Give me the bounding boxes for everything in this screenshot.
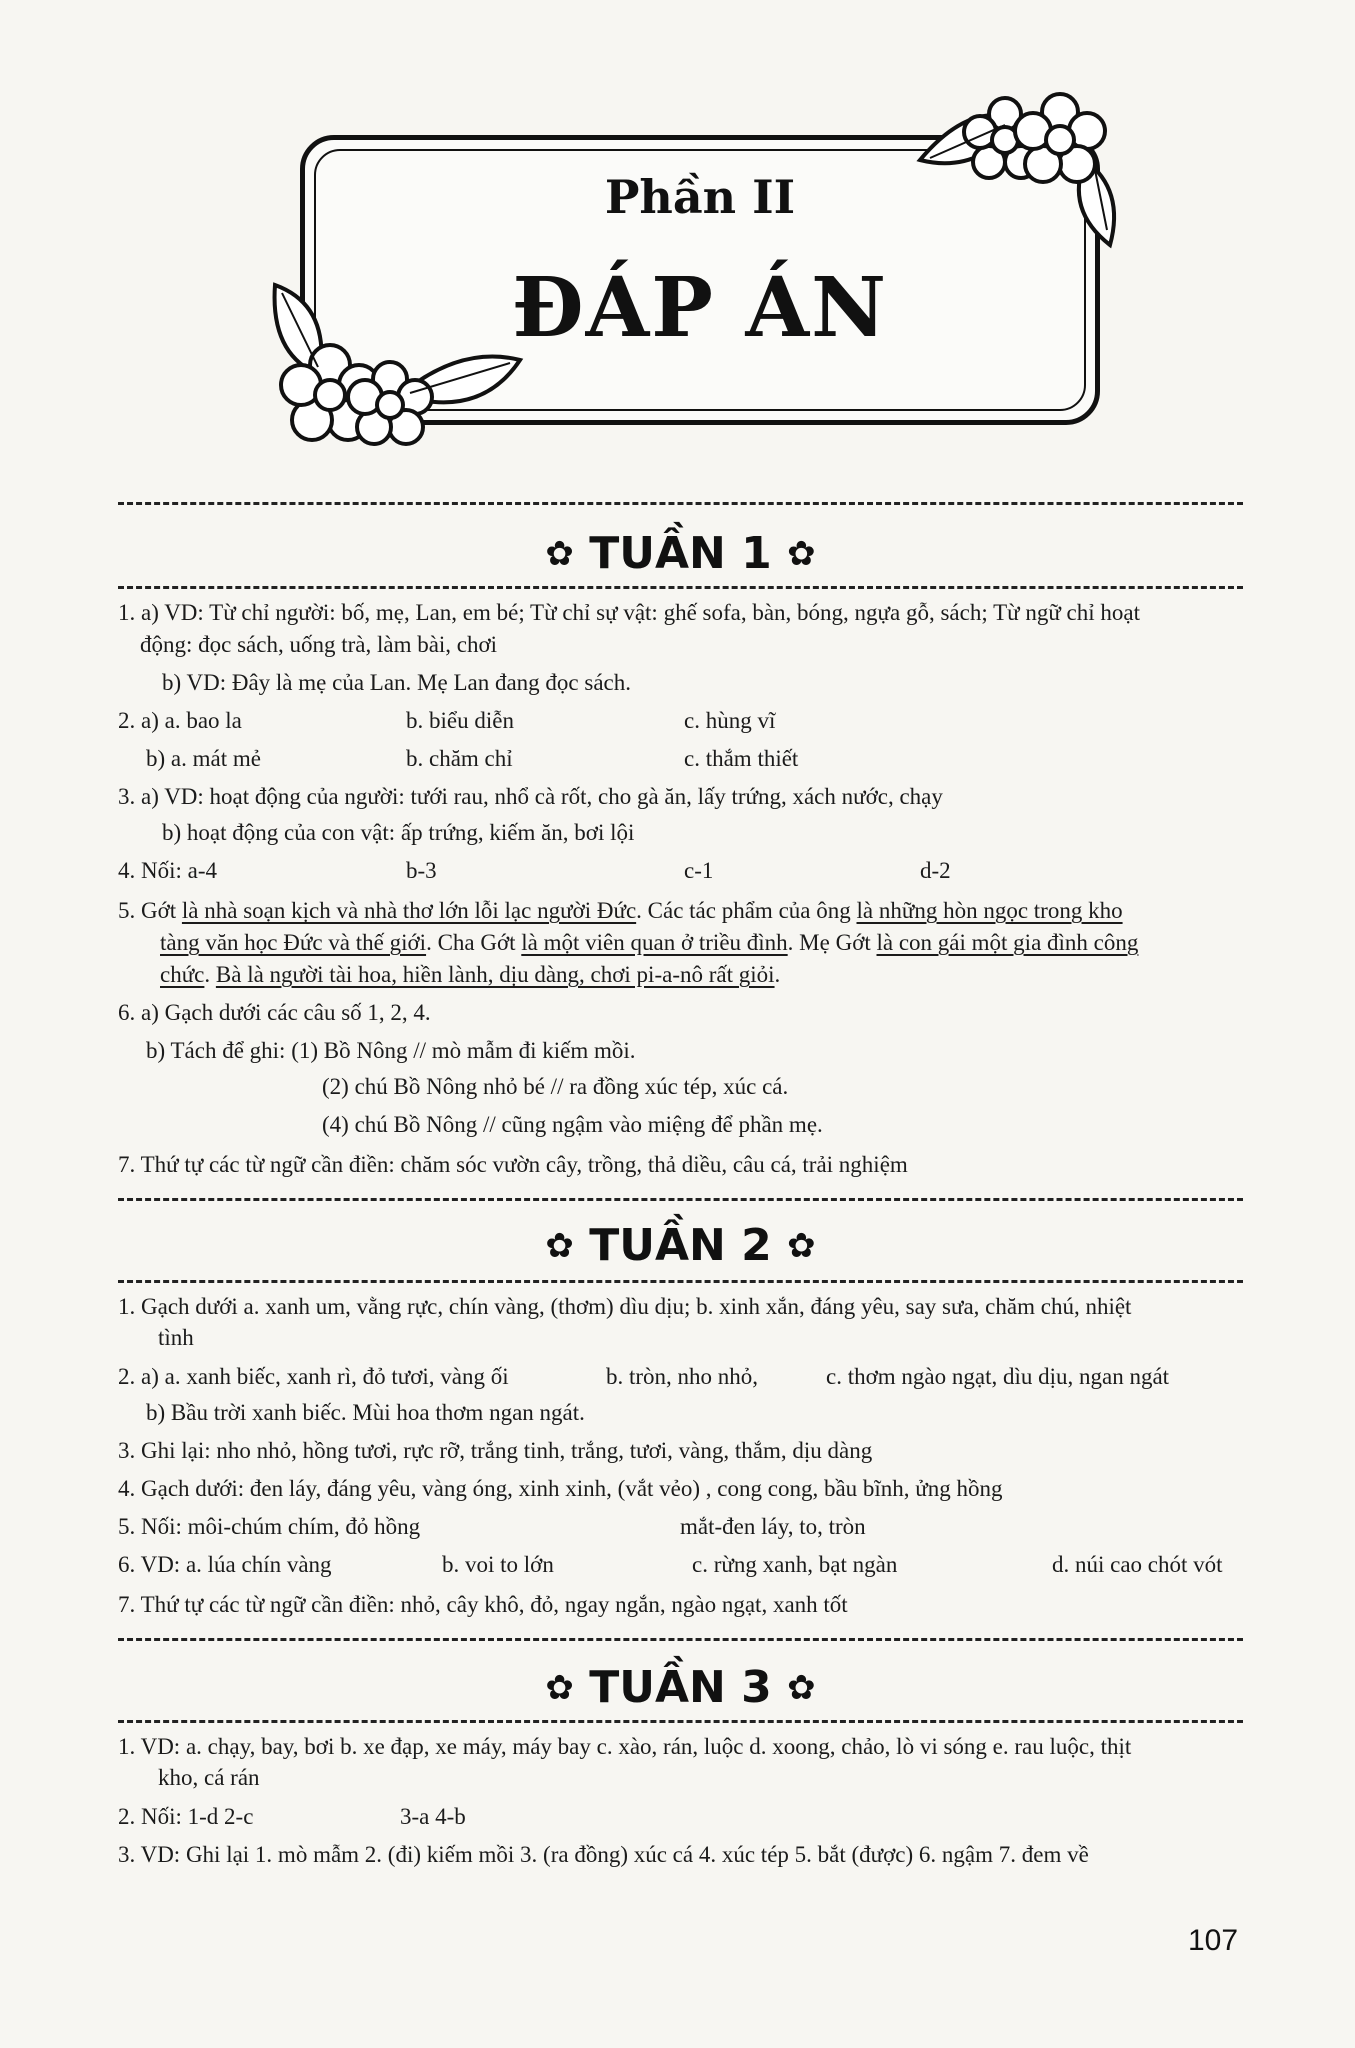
flower-bullet-icon: ✿ [545,1226,574,1266]
text-run: . [204,962,216,987]
answer-line: tình [158,1325,194,1350]
answer-line: (2) chú Bồ Nông nhỏ bé // ra đồng xúc tép, xúc cá. [322,1074,789,1099]
underlined-phrase: Bà là người tài hoa, hiền lành, dịu dàng, chơi pi-a-nô rất giỏi [215,962,775,987]
answer-line: c. hùng vĩ [684,708,776,733]
text-run: . Mẹ Gớt [787,930,877,955]
banner-title: ĐÁP ÁN [511,260,889,356]
answer-line-underlined [160,928,1138,958]
answer-line: 2. a) a. bao la [118,708,242,733]
answer-line: c-1 [684,858,714,883]
underlined-phrase: chức [160,962,205,987]
answer-line: 6. VD: a. lúa chín vàng [118,1552,332,1577]
banner-part-label: Phần II [604,170,796,224]
answer-line: b. voi to lớn [442,1552,554,1577]
answer-line: 2. Nối: 1-d 2-c [118,1804,254,1829]
answer-line: b) VD: Đây là mẹ của Lan. Mẹ Lan đang đọc sách. [162,670,631,695]
dashed-divider [118,1198,1243,1201]
underlined-phrase: là một viên quan ở triều đình [521,930,788,955]
text-run: . Cha Gớt [426,930,522,955]
answer-line: d. núi cao chót vót [1052,1552,1223,1577]
answer-line-underlined [160,960,780,990]
text-run: . Các tác phẩm của ông [636,898,857,923]
answer-line: b) hoạt động của con vật: ấp trứng, kiếm ăn, bơi lội [162,820,635,845]
answer-line: c. thơm ngào ngạt, dìu dịu, ngan ngát [826,1364,1170,1389]
dashed-divider [118,502,1243,505]
answer-line: 3. Ghi lại: nho nhỏ, hồng tươi, rực rỡ, trắng tinh, trắng, tươi, vàng, thắm, dịu dàng [118,1438,873,1463]
answer-line: b) Bầu trời xanh biếc. Mùi hoa thơm ngan ngát. [146,1400,585,1425]
answer-line-underlined [118,896,1123,926]
answer-line: 3-a 4-b [400,1804,466,1829]
text-run: . [774,962,781,987]
week-2-heading [118,1220,1243,1271]
page-number: 107 [1188,1924,1239,1957]
underlined-phrase: là nhà soạn kịch và nhà thơ lớn lỗi lạc người Đức [181,898,637,923]
week-3-title: TUẦN 3 [589,1662,772,1713]
flower-bullet-icon: ✿ [787,1226,816,1266]
flower-bullet-icon: ✿ [787,1668,816,1708]
answer-line: 4. Nối: a-4 [118,858,218,883]
flower-bullet-icon: ✿ [545,534,574,574]
flower-cluster-top-right-icon [910,80,1130,250]
answer-line: 4. Gạch dưới: đen láy, đáng yêu, vàng óng, xinh xinh, (vắt vẻo) , cong cong, bầu bĩnh, ửng hồng [118,1476,1003,1501]
dashed-divider [118,1280,1243,1283]
answer-line: c. rừng xanh, bạt ngàn [692,1552,898,1577]
underlined-phrase: là con gái một gia đình công [876,930,1139,955]
answer-line: 2. a) a. xanh biếc, xanh rì, đỏ tươi, vàng ối [118,1364,509,1389]
answer-line: b. biểu diễn [406,708,514,733]
answer-line: (4) chú Bồ Nông // cũng ngậm vào miệng để phần mẹ. [322,1112,823,1137]
answer-line: b. chăm chỉ [406,746,513,771]
dashed-divider [118,1720,1243,1723]
week-1-heading [118,528,1243,579]
answer-line: 6. a) Gạch dưới các câu số 1, 2, 4. [118,1000,431,1025]
answer-line: 3. a) VD: hoạt động của người: tưới rau, nhổ cà rốt, cho gà ăn, lấy trứng, xách nước, chạy [118,784,943,809]
dashed-divider [118,586,1243,589]
answer-line: b) a. mát mẻ [146,746,261,771]
week-3-heading [118,1662,1243,1713]
flower-bullet-icon: ✿ [787,534,816,574]
answer-line: 1. VD: a. chạy, bay, bơi b. xe đạp, xe máy, máy bay c. xào, rán, luộc d. xoong, chảo, lò vi sóng e. rau luộc, thịt [118,1734,1132,1759]
answer-line: b) Tách để ghi: (1) Bồ Nông // mò mẫm đi kiếm mồi. [146,1038,636,1063]
answer-line: động: đọc sách, uống trà, làm bài, chơi [140,632,498,657]
answer-line: 1. a) VD: Từ chỉ người: bố, mẹ, Lan, em bé; Từ chỉ sự vật: ghế sofa, bàn, bóng, ngựa gỗ, sách; Từ ngữ chỉ hoạt [118,600,1141,625]
underlined-phrase: tàng văn học Đức và thế giới [160,930,427,955]
week-2-title: TUẦN 2 [589,1220,772,1271]
underlined-phrase: là những hòn ngọc trong kho [856,898,1123,923]
week-1-title: TUẦN 1 [589,528,772,579]
flower-bullet-icon: ✿ [545,1668,574,1708]
answer-line: 3. VD: Ghi lại 1. mò mẫm 2. (đi) kiếm mồi 3. (ra đồng) xúc cá 4. xúc tép 5. bắt (được) 6. ngậm 7. đem về [118,1842,1089,1867]
answer-line: kho, cá rán [158,1765,260,1790]
answer-line: b-3 [406,858,437,883]
answer-line: 1. Gạch dưới a. xanh um, vằng rực, chín vàng, (thơm) dìu dịu; b. xinh xắn, đáng yêu, say sưa, chăm chú, nhiệt [118,1294,1132,1319]
answer-line: d-2 [920,858,951,883]
answer-line: b. tròn, nho nhỏ, [606,1364,759,1389]
section-banner [270,80,1130,470]
dashed-divider [118,1638,1243,1641]
text-run: 5. Gớt [118,898,182,923]
answer-line: 7. Thứ tự các từ ngữ cần điền: chăm sóc vườn cây, trồng, thả diều, câu cá, trải nghiệm [118,1152,908,1177]
answer-line: mắt-đen láy, to, tròn [680,1514,866,1539]
answer-line: c. thắm thiết [684,746,799,771]
answer-line: 5. Nối: môi-chúm chím, đỏ hồng [118,1514,421,1539]
answer-line: 7. Thứ tự các từ ngữ cần điền: nhỏ, cây khô, đỏ, ngay ngắn, ngào ngạt, xanh tốt [118,1592,848,1617]
